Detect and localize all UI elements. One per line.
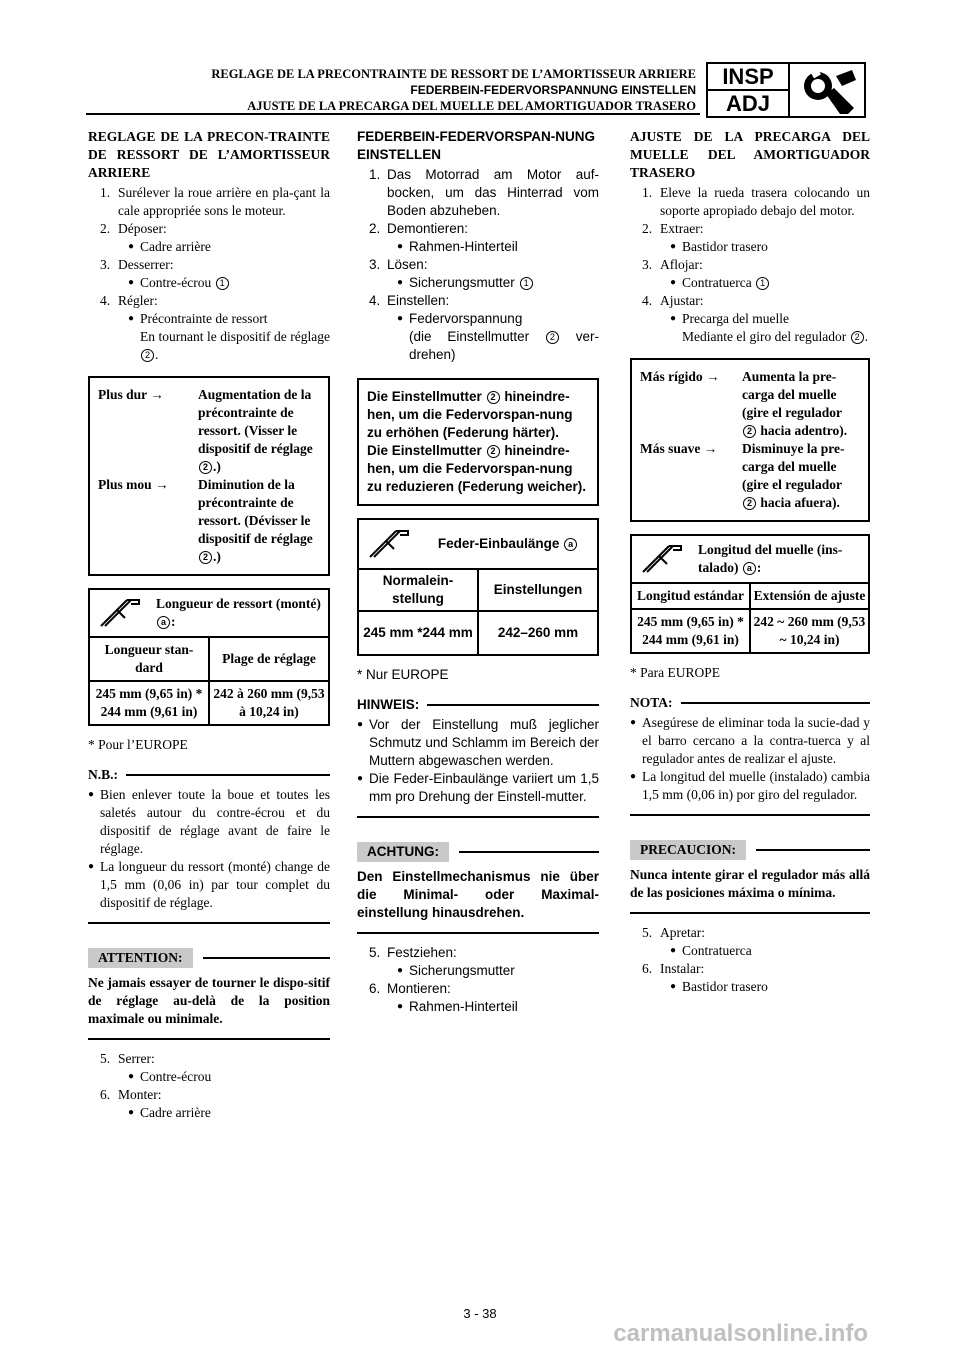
- bullet-icon: ●: [397, 313, 404, 324]
- bullet-text: Sicherungsmutter: [409, 963, 515, 978]
- bullet-text: Bastidor trasero: [682, 979, 768, 994]
- spec-value-standard: 245 mm *244 mm: [363, 625, 473, 640]
- bullet-icon: ●: [630, 771, 637, 782]
- ref-2-icon: 2: [487, 445, 500, 458]
- ref-a-icon: a: [743, 562, 756, 575]
- europe-note: * Pour l’EUROPE: [88, 737, 188, 752]
- caliper-icon: [90, 590, 150, 636]
- step-number: 4.: [369, 293, 381, 308]
- step-text: Extraer:: [660, 221, 704, 236]
- step-text: Montieren:: [387, 981, 451, 996]
- ref-2-icon: 2: [851, 331, 864, 344]
- bullet-text: Précontrainte de ressort: [140, 311, 268, 326]
- step-number: 5.: [642, 925, 653, 940]
- step-text: Ajustar:: [660, 293, 704, 308]
- spec-header-range: Einstellungen: [477, 570, 597, 610]
- caliper-icon: [359, 520, 419, 568]
- stiffer-desc: Aumenta la pre-carga del muelle (gire el regulador: [742, 369, 842, 420]
- stiffer-desc: Augmentation de la précontrainte de ressort. (Visser le dispositif de réglage: [198, 387, 313, 456]
- spec-header-range: Plage de réglage: [208, 638, 328, 680]
- step-text: Festziehen:: [387, 945, 457, 960]
- bullet-icon: ●: [128, 1071, 135, 1082]
- adjust-direction-box: [630, 358, 870, 522]
- bullet-text: Rahmen-Hinterteil: [409, 999, 518, 1014]
- bullet-icon: ●: [397, 965, 404, 976]
- step-text: Serrer:: [118, 1051, 155, 1066]
- ref-2-icon: 2: [199, 551, 212, 564]
- spec-table: Longitud del muelle (ins-talado) a : Longitud estándar Extensión de ajuste 245 mm (9,65 in) * 244 mm (9,61 in) 242 ~ 260 mm (9,53 ~ 10,24 in): [630, 534, 870, 654]
- note-item: Vor der Einstellung muß jeglicher Schmutz und Schlamm im Bereich der Muttern abgewaschen werden.: [369, 717, 599, 768]
- box-text: hineindre-hen, um die Federvorspan-nung zu erhöhen (Federung härter).: [367, 389, 573, 440]
- step-number: 2.: [100, 221, 111, 236]
- badge-adj: ADJ: [708, 89, 788, 116]
- spec-value-standard: 245 mm (9,65 in) * 244 mm (9,61 in): [95, 686, 203, 719]
- step-number: 5.: [369, 945, 381, 960]
- caution-title: ATTENTION:: [88, 948, 193, 968]
- step-number: 3.: [369, 257, 381, 272]
- bullet-icon: ●: [397, 1001, 404, 1012]
- step-number: 6.: [369, 981, 381, 996]
- europe-note: * Nur EUROPE: [357, 667, 449, 682]
- bullet-text: Contre-écrou: [140, 275, 212, 290]
- step-number: 2.: [369, 221, 381, 236]
- note-item: Asegúrese de eliminar toda la sucie-dad y el barro cercano a la contra-tuerca y al regulador antes de realizar el ajuste.: [642, 715, 870, 766]
- stiffer-label: Plus dur →: [98, 387, 164, 402]
- ref-2-icon: 2: [141, 349, 154, 362]
- ref-1-icon: 1: [216, 277, 229, 290]
- bullet-text: Contratuerca: [682, 275, 752, 290]
- softer-desc-end: .): [213, 549, 221, 564]
- caution-text: Den Einstellmechanismus nie über die Minimal- oder Maximal-einstellung hinausdrehen.: [357, 869, 599, 920]
- box-text: hineindre-hen, um die Federvorspan-nung zu reduzieren (Federung weicher).: [367, 443, 587, 494]
- note-item: La longitud del muelle (instalado) cambia 1,5 mm (0,06 in) por giro del regulador.: [642, 769, 870, 802]
- spec-value-range: 242–260 mm: [477, 612, 597, 654]
- bullet-text: Federvorspannung: [409, 311, 523, 326]
- column-spanish: AJUSTE DE LA PRECARGA DEL MUELLE DEL AMORTIGUADOR TRASERO 1. Eleve la rueda trasera colocando un soporte apropiado debajo del motor. 2. Extraer: ● Bastidor trasero 3. Aflojar: ● Contratuerca 1 4. Ajustar: ● Precarga del muelle Mediante el giro del regulador 2 . Más rígido → Aumenta la pre-carga del muelle (gire el regulador 2 hacia adentro). Más suave → Disminuye la pre-carga del muelle (gire el regulador 2 hacia afuera). Longitud del muelle (ins-talado) a : Longitud estándar Extensión de ajuste 245 mm (9,65 in) * 244 mm (9,61 in) 242 ~ 260 mm (9,53 ~ 10,24 in) * Para EUROPE NOTA: ● Asegúrese de eliminar toda la sucie-dad y el barro cercano a la contra-tuerca y al regulador antes de realizar el ajuste. ● La longitud del muelle (instalado) cambia 1,5 mm (0,06 in) por giro del regulador. PRECAUCION: Nunca intente girar el regulador más allá de las posiciones máxima o mínima. 5. Apretar: ● Contratuerca 6. Instalar: ● Bastidor trasero: [630, 129, 870, 994]
- step-text: Surélever la roue arrière en pla-çant la cale appropriée sons le moteur.: [118, 185, 330, 218]
- bullet-icon: ●: [670, 241, 677, 252]
- step-number: 1.: [642, 185, 653, 200]
- ref-1-icon: 1: [520, 277, 533, 290]
- bullet-icon: ●: [128, 277, 135, 288]
- caution-title: PRECAUCION:: [630, 840, 746, 860]
- spec-header-standard: Normalein-stellung: [382, 573, 454, 606]
- step-number: 2.: [642, 221, 653, 236]
- bullet-text: Contre-écrou: [140, 1069, 212, 1084]
- caliper-icon: [632, 536, 692, 582]
- step-text: Déposer:: [118, 221, 167, 236]
- step-text: Instalar:: [660, 961, 705, 976]
- softer-desc: Disminuye la pre-carga del muelle (gire el regulador: [742, 441, 845, 492]
- step-text: Lösen:: [387, 257, 428, 272]
- column-french: REGLAGE DE LA PRECON-TRAINTE DE RESSORT DE L’AMORTISSEUR ARRIERE 1. Surélever la roue arrière en pla-çant la cale appropriée sons le moteur. 2. Déposer: ● Cadre arrière 3. Desserrer: ● Contre-écrou 1 4. Régler: ● Précontrainte de ressort En tournant le dispositif de réglage 2 . Plus dur → Augmentation de la précontrainte de ressort. (Visser le dispositif de réglage 2 .) Plus mou → Diminution de la précontrainte de ressort. (Dévisser le dispositif de réglage 2 .) Longueur de ressort (monté) a : Longueur stan-dard Plage de réglage 245 mm (9,65 in) * 244 mm (9,61 in) 242 à 260 mm (9,53 à 10,24 in) * Pour l’EUROPE N.B.: ● Bien enlever toute la boue et toutes les saletés autour du contre-écrou et du dispositif de réglage avant de faire le réglage. ● La longueur du ressort (monté) change de 1,5 mm (0,06 in) par tour complet du dispositif de réglage. ATTENTION: Ne jamais essayer de tourner le dispo-sitif de réglage au-delà de la position maximale ou minimale. 5. Serrer: ● Contre-écrou 6. Monter: ● Cadre arrière: [88, 129, 330, 1120]
- badge-insp: INSP: [722, 63, 774, 89]
- softer-label: Más suave →: [640, 441, 718, 456]
- page-number: 3 - 38: [463, 1306, 497, 1321]
- step-text: Apretar:: [660, 925, 705, 940]
- spec-header-range: Extensión de ajuste: [749, 584, 868, 608]
- bullet-icon: ●: [397, 277, 404, 288]
- bullet-icon: ●: [670, 981, 677, 992]
- sub-text: En tournant le dispositif de réglage: [140, 329, 330, 344]
- bullet-text: Bastidor trasero: [682, 239, 768, 254]
- note-title: N.B.:: [88, 767, 118, 782]
- header-title-de: FEDERBEIN-FEDERVORSPANNUNG EINSTELLEN: [410, 83, 696, 97]
- bullet-icon: ●: [397, 241, 404, 252]
- header-rule: [86, 113, 700, 115]
- spec-table: Longueur de ressort (monté) a : Longueur stan-dard Plage de réglage 245 mm (9,65 in) * 244 mm (9,61 in) 242 à 260 mm (9,53 à 10,24 in): [88, 588, 330, 726]
- bullet-icon: ●: [128, 241, 135, 252]
- caution-text: Nunca intente girar el regulador más allá de las posiciones máxima o mínima.: [630, 867, 870, 900]
- step-number: 6.: [642, 961, 653, 976]
- column-german: [357, 128, 599, 1016]
- ref-a-icon: a: [157, 616, 170, 629]
- spec-value-range: 242 à 260 mm (9,53 à 10,24 in): [208, 682, 328, 724]
- ref-a-icon: a: [564, 538, 577, 551]
- step-text: Monter:: [118, 1087, 162, 1102]
- softer-desc-end: hacia afuera).: [760, 495, 840, 510]
- adjust-direction-box: [88, 376, 330, 576]
- step-text: Aflojar:: [660, 257, 703, 272]
- header-title-fr: REGLAGE DE LA PRECONTRAINTE DE RESSORT DE L’AMORTISSEUR ARRIERE: [211, 67, 696, 81]
- step-text: Demontieren:: [387, 221, 469, 236]
- bullet-icon: ●: [357, 773, 364, 784]
- sub-text: (die Einstellmutter: [409, 329, 530, 344]
- ref-2-icon: 2: [199, 461, 212, 474]
- spec-value-standard: 245 mm (9,65 in) * 244 mm (9,61 in): [637, 614, 744, 647]
- bullet-text: Rahmen-Hinterteil: [409, 239, 518, 254]
- spec-value-range: 242 ~ 260 mm (9,53 ~ 10,24 in): [749, 610, 868, 652]
- section-title-es: AJUSTE DE LA PRECARGA DEL MUELLE DEL AMORTIGUADOR TRASERO: [630, 129, 870, 180]
- box-text: Die Einstellmutter: [367, 443, 482, 458]
- caution-title: ACHTUNG:: [357, 842, 449, 862]
- note-item: Die Feder-Einbaulänge variiert um 1,5 mm pro Drehung der Einstell-mutter.: [369, 771, 599, 804]
- bullet-icon: ●: [670, 945, 677, 956]
- ref-2-icon: 2: [743, 497, 756, 510]
- note-item: La longueur du ressort (monté) change de 1,5 mm (0,06 in) par tour complet du dispositif de réglage.: [100, 859, 330, 910]
- bullet-text: Sicherungsmutter: [409, 275, 515, 290]
- softer-desc: Diminution de la précontrainte de ressort. (Dévisser le dispositif de réglage: [198, 477, 313, 546]
- header-title-es: AJUSTE DE LA PRECARGA DEL MUELLE DEL AMORTIGUADOR TRASERO: [247, 99, 696, 113]
- bullet-icon: ●: [128, 1107, 135, 1118]
- bullet-icon: ●: [357, 719, 364, 730]
- step-text: Desserrer:: [118, 257, 174, 272]
- spec-header-standard: Longitud estándar: [637, 588, 744, 603]
- watermark: carmanualsonline.info: [613, 1320, 868, 1347]
- bullet-icon: ●: [670, 277, 677, 288]
- softer-label: Plus mou →: [98, 477, 169, 492]
- spec-label: Longueur de ressort (monté): [156, 596, 321, 611]
- sub-text-end: ver-drehen): [409, 329, 599, 362]
- step-text: Einstellen:: [387, 293, 450, 308]
- caution-text: Ne jamais essayer de tourner le dispo-sitif de réglage au-delà de la position maximale ou minimale.: [88, 975, 330, 1026]
- bullet-text: Contratuerca: [682, 943, 752, 958]
- step-number: 4.: [642, 293, 653, 308]
- step-number: 1.: [100, 185, 111, 200]
- bullet-icon: ●: [670, 313, 677, 324]
- adjust-direction-box: [357, 378, 599, 506]
- stiffer-desc-end: hacia adentro).: [760, 423, 848, 438]
- section-badge: [706, 62, 866, 118]
- bullet-icon: ●: [128, 313, 135, 324]
- step-number: 5.: [100, 1051, 111, 1066]
- europe-note: * Para EUROPE: [630, 665, 720, 680]
- ref-2-icon: 2: [546, 331, 559, 344]
- step-number: 3.: [642, 257, 653, 272]
- note-title: HINWEIS:: [357, 697, 420, 712]
- step-number: 1.: [369, 167, 381, 182]
- ref-2-icon: 2: [487, 391, 500, 404]
- step-number: 3.: [100, 257, 111, 272]
- step-text: Eleve la rueda trasera colocando un soporte apropiado debajo del motor.: [660, 185, 870, 218]
- bullet-icon: ●: [88, 789, 95, 800]
- section-title-fr: REGLAGE DE LA PRECON-TRAINTE DE RESSORT DE L’AMORTISSEUR ARRIERE: [88, 129, 330, 180]
- stiffer-desc-end: .): [213, 459, 221, 474]
- bullet-icon: ●: [88, 861, 95, 872]
- bullet-text: Cadre arrière: [140, 239, 211, 254]
- step-number: 4.: [100, 293, 111, 308]
- spec-table: [357, 518, 599, 656]
- spec-label: Feder-Einbaulänge: [437, 536, 560, 551]
- spec-label: Longitud del muelle (ins-talado): [698, 542, 843, 575]
- bullet-text: Cadre arrière: [140, 1105, 211, 1120]
- bullet-icon: ●: [630, 717, 637, 728]
- bullet-text: Precarga del muelle: [682, 311, 789, 326]
- stiffer-label: Más rígido →: [640, 369, 720, 384]
- step-text: Régler:: [118, 293, 158, 308]
- spec-header-standard: Longueur stan-dard: [104, 642, 194, 675]
- ref-2-icon: 2: [743, 425, 756, 438]
- note-title: NOTA:: [630, 695, 673, 710]
- note-item: Bien enlever toute la boue et toutes les saletés autour du contre-écrou et du dispositif de réglage avant de faire le réglage.: [100, 787, 330, 856]
- step-number: 6.: [100, 1087, 111, 1102]
- sub-text: Mediante el giro del regulador: [682, 329, 847, 344]
- section-title-de: FEDERBEIN-FEDERVORSPAN-NUNG EINSTELLEN: [357, 129, 596, 162]
- header-titles: [211, 66, 696, 114]
- box-text: Die Einstellmutter: [367, 389, 482, 404]
- wrench-icon: [790, 64, 864, 116]
- ref-1-icon: 1: [756, 277, 769, 290]
- step-text: Das Motorrad am Motor auf-bocken, um das Hinterrad vom Boden abzuheben.: [387, 167, 599, 218]
